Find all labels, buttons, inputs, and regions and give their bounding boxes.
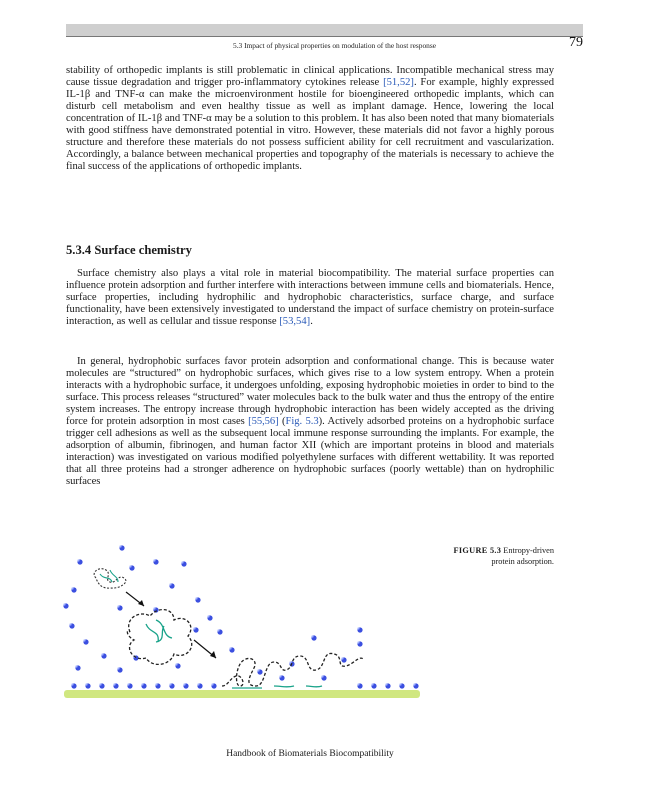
- water-molecule-highlight: [129, 565, 131, 567]
- water-molecule-highlight: [413, 683, 415, 685]
- section-heading: 5.3.4 Surface chemistry: [66, 243, 192, 257]
- water-molecule-highlight: [193, 627, 195, 629]
- water-molecule-highlight: [229, 647, 231, 649]
- water-molecule-highlight: [169, 583, 171, 585]
- water-molecule-highlight: [197, 683, 199, 685]
- arrow-to-adsorption-head: [138, 600, 144, 606]
- paragraph-1-text-a: stability of orthopedic implants is still problematic in clinical applications. Incompatible mechanical stress may cause tissue degradation and trigger pro-inflammatory cytokines release: [66, 65, 554, 89]
- paragraph-3-text-a: In general, hydrophobic surfaces favor protein adsorption and conformational change. This is because water molecules are “structured” on hydrophobic surfaces, which gives rise to a low system entropy. When a protein interacts with a hydrophobic surface, it undergoes unfolding, exposing hydrophobic moieties in order to bind to the surface. This process releases “structured” water molecules back to the bulk water and thus the entropy of the entire system increases. The entropy increase through hydrophobic interaction has been widely accepted as the driving force for protein adsorption in most cases: [66, 356, 554, 428]
- water-molecule-highlight: [195, 597, 197, 599]
- water-molecule-highlight: [357, 627, 359, 629]
- water-molecule-highlight: [181, 561, 183, 563]
- water-molecule-highlight: [71, 587, 73, 589]
- water-molecule-highlight: [63, 603, 65, 605]
- page-footer: Handbook of Biomaterials Biocompatibility: [226, 749, 394, 759]
- water-molecule-highlight: [119, 545, 121, 547]
- water-molecule-highlight: [83, 639, 85, 641]
- water-molecule-highlight: [217, 629, 219, 631]
- paragraph-3-text-c: ). Actively adsorbed proteins on a hydrophobic surface trigger cell adhesions as well as the subsequent local immune response surrounding the implants. For example, the adsorption of albumin, fibrinogen, and human factor XII (which are important proteins in blood and materials interaction) was investigated on various modified polyethylene surfaces with different wettability. It was reported that all three proteins had a stronger adherence on hydrophobic surfaces (poorly wettable) than on hydrophilic surfaces: [66, 416, 554, 488]
- water-molecule-highlight: [99, 683, 101, 685]
- paragraph-2: [66, 268, 554, 328]
- water-molecule-highlight: [399, 683, 401, 685]
- paragraph-2-text-b: .: [310, 316, 313, 328]
- water-molecule-highlight: [211, 683, 213, 685]
- water-molecule-highlight: [169, 683, 171, 685]
- figure-caption-text: Entropy-driven protein adsorption.: [491, 546, 554, 566]
- water-molecule-highlight: [279, 675, 281, 677]
- water-molecule-highlight: [85, 683, 87, 685]
- water-molecule-highlight: [357, 683, 359, 685]
- bulk-water-molecules: [63, 545, 362, 680]
- water-molecule-highlight: [311, 635, 313, 637]
- figure-caption: [436, 545, 554, 567]
- figure-reference-link[interactable]: Fig. 5.3: [285, 416, 319, 428]
- water-molecule-highlight: [155, 683, 157, 685]
- paragraph-2-text-a: Surface chemistry also plays a vital role in material biocompatibility. The material surface properties can influence protein adsorption and further interfere with interactions between immune cells and biomaterials. Hence, surface properties, including hydrophilic and hydrophobic characteristics, surface charge, and surface functionality, have been extensively investigated to understand the impact of surface chemistry on protein-surface interaction, as well as cellular and tissue response: [66, 268, 554, 328]
- water-molecule-highlight: [257, 669, 259, 671]
- water-molecule-highlight: [117, 605, 119, 607]
- page-number: 79: [569, 35, 583, 50]
- paragraph-3-text-b: (: [278, 416, 286, 428]
- paragraph-1: [66, 65, 554, 173]
- folded-protein-small: [94, 569, 126, 588]
- water-molecule-highlight: [75, 665, 77, 667]
- water-molecule-highlight: [127, 683, 129, 685]
- water-molecule-highlight: [69, 623, 71, 625]
- water-molecule-highlight: [183, 683, 185, 685]
- water-molecule-highlight: [101, 653, 103, 655]
- water-molecule-highlight: [153, 607, 155, 609]
- water-molecule-highlight: [71, 683, 73, 685]
- citation-55-56[interactable]: [55,56]: [248, 416, 279, 428]
- entropy-protein-adsorption-figure: [60, 540, 430, 710]
- water-molecule-highlight: [385, 683, 387, 685]
- water-molecule-highlight: [113, 683, 115, 685]
- figure-label: FIGURE 5.3: [453, 546, 502, 555]
- running-head: 5.3 Impact of physical properties on modulation of the host response: [233, 41, 436, 50]
- water-molecule-highlight: [141, 683, 143, 685]
- water-molecule-highlight: [175, 663, 177, 665]
- water-molecule-highlight: [207, 615, 209, 617]
- water-molecule-highlight: [357, 641, 359, 643]
- water-molecule-highlight: [371, 683, 373, 685]
- citation-53-54[interactable]: [53,54]: [279, 316, 311, 328]
- paragraph-3: [66, 356, 554, 489]
- paragraph-1-text-b: . For example, highly expressed IL-1β and TNF-α can make the microenvironment hostile for bioengineered orthopedic implants, which can disturb cell metabolism and even healthy tissue as well as implant damage. Hence, lowering the local concentration of IL-1β and TNF-α may be a solution to this problem. It has also been noted that many biomaterials with good stiffness have demonstrated potential in vitro. However, these materials did not favor a highly porous structure and therefore these materials do not possess sufficient ability for cell recruitment and vascularization. Accordingly, a balance between mechanical properties and topography of the materials is necessary to achieve the final success of the applications of orthopedic implants.: [66, 77, 554, 173]
- water-molecule-highlight: [341, 657, 343, 659]
- hydrophobic-surface: [64, 690, 420, 698]
- water-molecule-highlight: [117, 667, 119, 669]
- water-molecule-highlight: [77, 559, 79, 561]
- water-molecule-highlight: [153, 559, 155, 561]
- water-molecule-highlight: [321, 675, 323, 677]
- citation-51-52[interactable]: [51,52]: [383, 77, 414, 89]
